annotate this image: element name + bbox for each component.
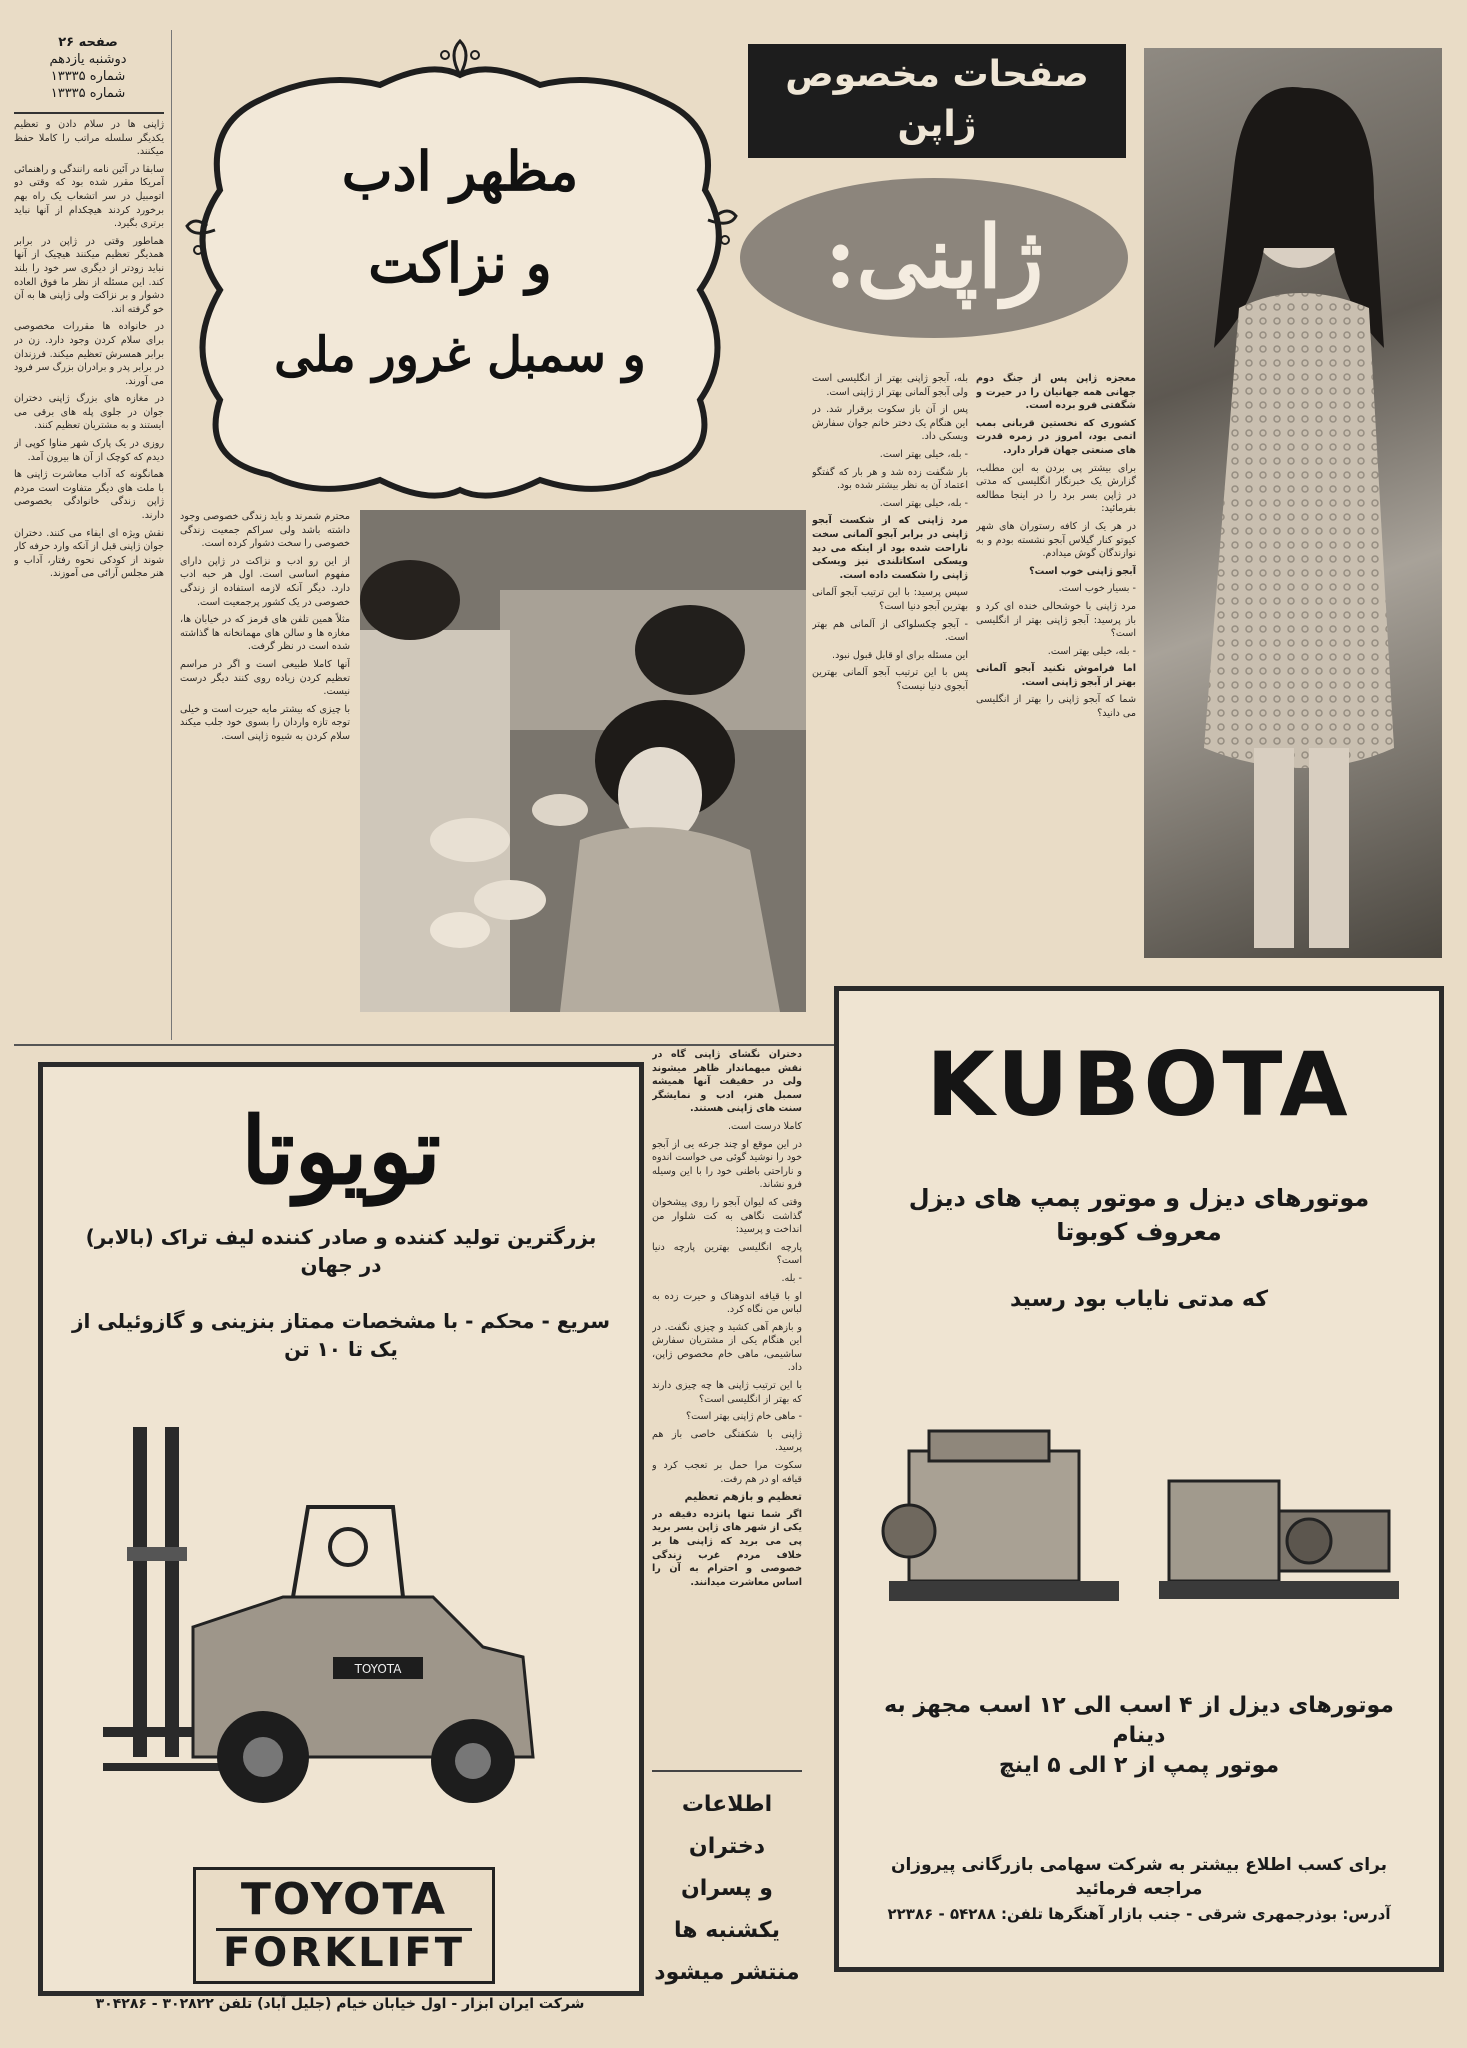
header-rule <box>14 112 164 114</box>
kubota-engine-range: موتورهای دیزل از ۴ اسب الی ۱۲ اسب مجهز به دینام <box>884 1693 1394 1748</box>
kubota-headline: موتورهای دیزل و موتور پمپ های دیزل معروف کوبوتا <box>908 1184 1370 1246</box>
bottom-paragraph: - بله. <box>781 1272 802 1284</box>
bottom-paragraph: او با قیافه اندوهناک و حیرت زده به لباس من نگاه کرد. <box>652 1290 802 1316</box>
page-header <box>14 34 162 102</box>
toyota-logo <box>193 1867 495 1984</box>
kubota-subline: که مدتی نایاب بود رسید <box>1009 1287 1269 1312</box>
toyota-specs: سریع - محکم - با مشخصات ممتاز بنزینی و گازوئیلی از یک تا ۱۰ تن <box>71 1309 611 1361</box>
center-column-a <box>812 372 968 982</box>
toyota-logo-line-2: FORKLIFT <box>216 1928 472 1975</box>
bottom-paragraph: ژاپنی با شکفتگی خاصی باز هم پرسید. <box>652 1428 802 1454</box>
bottom-paragraph: در این موقع او چند جرعه یی از آبجو خود را نوشید گوئی می خواست اندوه و ناراحتی باطنی خود را با این وسیله فرو نشاند. <box>652 1138 802 1191</box>
center-a-paragraph: مرد ژاپنی که از شکست آبجو ژاپنی در برابر آبجو آلمانی سخت ناراحت شده بود از اینکه می دید ویسکی اسکاتلندی نیز ویسکی ژاپنی را شکست داده است. <box>812 515 968 581</box>
forklift-illustration <box>103 1427 573 1827</box>
center-b-paragraph: شما که آبجو ژاپنی را بهتر از انگلیسی می دانید؟ <box>976 694 1136 720</box>
toyota-tagline: بزرگترین تولید کننده و صادر کننده لیف تراک (بالابر) در جهان <box>85 1225 597 1277</box>
toyota-footer: شرکت ایران ابزار - اول خیابان خیام (جلیل آباد) تلفن ۳۰۲۸۲۲ - ۳۰۴۲۸۶ <box>95 1996 585 2012</box>
issue-day: دوشنبه یازدهم <box>49 52 127 67</box>
banner-line-1: صفحات مخصوص <box>785 54 1089 95</box>
center-a-paragraph: - بله، خیلی بهتر است. <box>879 448 968 460</box>
middle-text <box>180 510 350 1040</box>
column-divider <box>171 30 172 1040</box>
left-paragraph: ژاپنی ها در سلام دادن و تعظیم یکدیگر سلسله مراتب را کاملا حفظ میکنند. <box>14 119 164 158</box>
center-a-paragraph: - آبجو چکسلواکی از آلمانی هم بهتر است. <box>812 618 968 644</box>
center-a-paragraph: - بله، خیلی بهتر است. <box>879 497 968 509</box>
bottom-subheading: تعظیم و بازهم تعظیم <box>684 1490 802 1504</box>
promo-line: منتشر میشود <box>654 1960 800 1985</box>
promo-line: یکشنبه ها <box>674 1918 780 1943</box>
headline-line-2: و نزاکت <box>368 231 552 295</box>
middle-paragraph: مثلاً همین تلفن های قرمز که در خیابان ها، مغازه ها و سالن های مهمانخانه ها گذاشته شده است در نظر گرفت. <box>180 614 350 653</box>
left-paragraph: در خانواده ها مقررات مخصوصی برای سلام کردن وجود دارد. زن در برابر همسرش تعظیم میکند. فرزندان در برابر پدر و برادران بزرگ سر فرود می آورند. <box>14 321 164 387</box>
woman-photo <box>1144 48 1442 958</box>
kubota-brand: KUBOTA <box>926 1033 1352 1136</box>
oval-title: ژاپنی: <box>824 207 1044 308</box>
bottom-paragraph: و بازهم آهی کشید و چیزی نگفت. در این هنگام یکی از مشتریان سفارش ساشیمی، ماهی خام مخصوص ژاپن، داد. <box>652 1321 802 1374</box>
center-a-paragraph: بار شگفت زده شد و هر بار که گفتگو اعتماد آن به نظر بیشتر شده بود. <box>812 466 968 492</box>
center-b-paragraph: معجزه ژاپن پس از جنگ دوم جهانی همه جهانیان را در حیرت و شگفتی فرو برده است. <box>976 373 1136 412</box>
middle-paragraph: آنها کاملا طبیعی است و اگر در مراسم تعظیم کردن زیاده روی کنند دیگر درست نیست. <box>180 658 350 698</box>
bottom-paragraph: اگر شما تنها پانزده دقیقه در یکی از شهر های ژاپن بسر برید پی می برید که ژاپنی ها بر خلاف مردم غرب زندگی خصوصی و احترام به آن را اساس معاشرت میدانند. <box>652 1508 802 1588</box>
headline-line-3: و سمبل غرور ملی <box>274 327 646 383</box>
page-number: صفحه ۲۶ <box>58 35 118 50</box>
bottom-middle-column <box>652 1048 802 1788</box>
bottom-paragraph: کاملا درست است. <box>728 1120 802 1132</box>
left-column <box>14 118 164 1038</box>
center-b-paragraph: کشوری که نخستین قربانی بمب اتمی بود، امروز در زمره قدرت های صنعتی جهان قرار دارد. <box>976 417 1136 456</box>
center-b-paragraph: در هر یک از کافه رستوران های شهر کیوتو کنار گیلاس آبجو نشسته بودم و به نوازندگان گوش میدادم. <box>976 520 1136 560</box>
middle-paragraph: محترم شمرند و باید زندگی خصوصی وجود داشته باشد ولی سراکم جمعیت زندگی خصوصی را سخت دشوار کرده است. <box>180 511 350 550</box>
left-paragraph: هماطور وقتی در ژاپن در برابر همدیگر تعظیم میکنند هیچیک از آنها نباید زودتر از دیگری سر خود را بلند کند. این مسئله از نظر ما فوق العاده دشوار و بر نزاکت ولی ژاپنی ها به آن خو گرفته اند. <box>14 235 164 315</box>
forklift-plate: TOYOTA <box>354 1662 402 1676</box>
promo-line: دختران <box>688 1834 766 1859</box>
geisha-photo <box>360 510 806 1012</box>
bottom-paragraph: پارچه انگلیسی بهترین پارچه دنیا است؟ <box>652 1241 802 1267</box>
bottom-paragraph: سکوت مرا حمل بر تعجب کرد و قیافه او در هم رفت. <box>652 1460 802 1485</box>
left-paragraph: در مغازه های بزرگ ژاپنی دختران جوان در جلوی پله های برقی می ایستند و به مشتریان تعظیم کنند. <box>14 393 164 432</box>
toyota-ad <box>38 1062 644 1996</box>
center-b-paragraph: - بله، خیلی بهتر است. <box>1047 645 1136 657</box>
issue-number-2: شماره ۱۳۳۳۵ <box>50 86 126 101</box>
bottom-paragraph: دختران نگشای ژاپنی گاه در نقش میهماندار ظاهر میشوند ولی در حقیقت آنها همیشه سمبل هنر، ادب و نمایشگر سنت های ژاپنی هستند. <box>652 1049 802 1115</box>
kubota-contact: برای کسب اطلاع بیشتر به شرکت سهامی بازرگانی پیروزان مراجعه فرمائید <box>890 1855 1388 1899</box>
promo-line: و پسران <box>681 1876 773 1901</box>
center-b-paragraph: مرد ژاپنی با خوشحالی خنده ای کرد و باز پرسید: آبجو ژاپنی بهتر از انگلیسی است؟ <box>976 600 1136 640</box>
center-column-b <box>976 372 1136 982</box>
promo-line: اطلاعات <box>681 1792 773 1817</box>
center-a-paragraph: پس با این ترتیب آبجو آلمانی بهترین آبجوی دنیا نیست؟ <box>812 667 968 692</box>
bottom-paragraph: وقتی که لیوان آبجو را روی پیشخوان گذاشت نگاهی به کت شلوار من انداخت و پرسید: <box>652 1196 802 1236</box>
engine-illustrations <box>869 1411 1409 1651</box>
left-paragraph: سابقا در آئین نامه رانندگی و راهنمائی آمریکا مقرر شده بود که وقتی دو اتومبیل در سر اتشعاب یک راه بهم برخورد کردند هیچکدام از آنها نباید برتری بگیرد. <box>14 163 164 230</box>
woman-silhouette <box>1144 48 1442 958</box>
kubota-pump-range: موتور پمپ از ۲ الی ۵ اینچ <box>998 1753 1280 1778</box>
toyota-logo-line-1: TOYOTA <box>240 1874 448 1925</box>
headline <box>240 125 680 401</box>
geisha-scene <box>360 510 806 1012</box>
middle-paragraph: از این رو ادب و نزاکت در ژاپن دارای مفهوم اساسی است. اول هر حبه ادب دارد. دیگر آنکه لازمه استفاده از زندگی خصوصی در یک کشور پرجمعیت است. <box>180 555 350 608</box>
center-a-paragraph: پس از آن باز سکوت برقرار شد. در این هنگام یک دختر خانم جوان سفارش ویسکی داد. <box>812 404 968 443</box>
title-frame <box>180 30 740 530</box>
banner-line-2: ژاپن <box>897 104 977 145</box>
title-oval <box>740 178 1128 338</box>
kubota-ad <box>834 986 1444 1972</box>
left-paragraph: نقش ویژه ای ایفاء می کنند. دختران جوان ژاپنی قبل از آنکه وارد حرفه کار شوند از کودکی نحوه رفتار، آداب و هنر مجلس آرائی می آموزند. <box>14 527 164 580</box>
left-paragraph: همانگونه که آداب معاشرت ژاپنی ها با ملت های دیگر متفاوت است مردم ژاپن زندگی خانوادگی بخصوصی دارند. <box>14 469 164 522</box>
side-promo <box>652 1770 802 1994</box>
center-b-paragraph: اما فراموش نکنید آبجو آلمانی بهتر از آبجو ژاپنی است. <box>976 663 1136 688</box>
middle-paragraph: با چیزی که بیشتر مایه حیرت است و خیلی توجه تازه واردان را بسوی خود جلب میکند سلام کردن به شیوه ژاپنی است. <box>180 703 350 742</box>
center-b-paragraph: برای بیشتر پی بردن به این مطلب، گزارش یک خبرنگار انگلیسی که مدتی در ژاپن بسر برد را در اینجا مطالعه بفرمائید: <box>976 462 1136 515</box>
center-a-paragraph: این مسئله برای او قابل قبول نبود. <box>832 649 968 661</box>
bottom-paragraph: - ماهی خام ژاپنی بهتر است؟ <box>686 1411 802 1423</box>
issue-number: شماره ۱۳۳۳۵ <box>50 69 126 84</box>
kubota-address: آدرس: بوذرجمهری شرقی - جنب بازار آهنگرها تلفن: ۵۴۲۸۸ - ۲۲۳۸۶ <box>887 1905 1391 1923</box>
toyota-brand-fa: تویوتا <box>241 1097 441 1205</box>
headline-line-1: مظهر ادب <box>341 139 579 203</box>
section-banner <box>748 44 1126 158</box>
center-b-paragraph: - بسیار خوب است. <box>1058 583 1136 595</box>
bottom-paragraph: با این ترتیب ژاپنی ها چه چیزی دارند که بهتر از انگلیسی است؟ <box>652 1380 802 1405</box>
center-a-paragraph: بله، آبجو ژاپنی بهتر از انگلیسی است ولی آبجو آلمانی بهتر از ژاپنی است. <box>812 373 968 398</box>
center-b-paragraph: آبجو ژاپنی خوب است؟ <box>1029 565 1136 577</box>
left-paragraph: روزی در یک پارک شهر مناوا کوپی از دیدم که کوچک از آن ها بیرون آمد. <box>14 438 164 463</box>
center-a-paragraph: سپس پرسید: با این ترتیب آبجو آلمانی بهترین آبجو دنیا است؟ <box>812 587 968 612</box>
